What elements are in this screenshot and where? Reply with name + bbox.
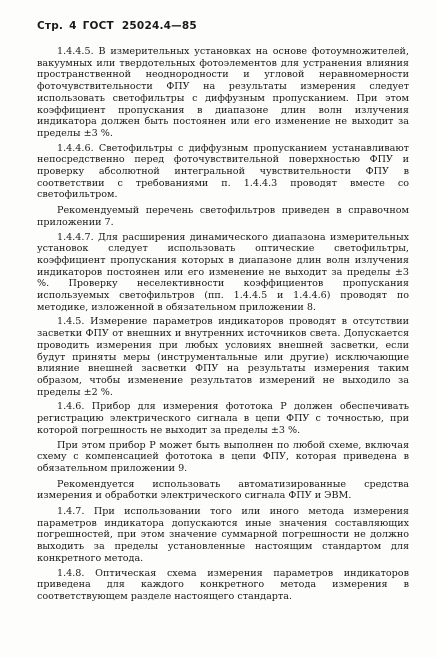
paragraph-1-4-4-6: 1.4.4.6. Светофильтры с диффузным пропусканием устанавливают непосредственно перед фоточувствительной поверхностью ФПУ и проверку абсолютной интегральной чувствительности ФПУ в соответствии с требованиями п. 1.4.4.3 проводят вместе со светофильтром.: [37, 142, 409, 201]
page-number: 4: [69, 20, 77, 32]
paragraph-device-p-scheme: При этом прибор P может быть выполнен по любой схеме, включая схему с компенсацией фототока в цепи ФПУ, которая приведена в обязательном приложении 9.: [37, 439, 409, 474]
paragraph-automation-recommendation: Рекомендуется использовать автоматизированные средства измерения и обработки электрического сигнала ФПУ и ЭВМ.: [37, 478, 409, 502]
paragraph-1-4-8: 1.4.8. Оптическая схема измерения параметров индикаторов приведена для каждого конкретного метода измерения в соответствующем разделе настоящего стандарта.: [37, 567, 409, 602]
paragraph-1-4-5: 1.4.5. Измерение параметров индикаторов проводят в отсутствии засветки ФПУ от внешних и внутренних источников света. Допускается проводить измерения при любых условиях внешней засветки, если будут приняты меры (инструментальные или другие) исключающие влияние внешней засветки ФПУ на результаты измерения таким образом, чтобы изменение результатов измерений не выходило за пределы ±2 %.: [37, 316, 409, 398]
document-body: [37, 46, 409, 606]
paragraph-1-4-4-7: 1.4.4.7. Для расширения динамического диапазона измерительных установок следует использовать оптические светофильтры, коэффициент пропускания которых в диапазоне длин волн излучения индикаторов постоянен или его изменение не выходит за пределы ±3 %. Проверку неселективности коэффициентов пропускания используемых светофильтров (пп. 1.4.4.5 и 1.4.4.6) проводят по методике, изложенной в обязательном приложении 8.: [37, 231, 409, 313]
paragraph-1-4-7: 1.4.7. При использовании того или иного метода измерения параметров индикатора допускаются иные значения составляющих погрешностей, при этом значение суммарной погрешности не должно выходить за пределы установленные настоящим стандартом для конкретного метода.: [37, 506, 409, 564]
paragraph-recommended-filters: Рекомендуемый перечень светофильтров приведен в справочном приложении 7.: [37, 205, 409, 228]
standard-number: 25024.4—85: [121, 20, 197, 32]
page-label: Стр.: [37, 20, 64, 32]
page-header: [37, 20, 203, 32]
paragraph-1-4-4-5: 1.4.4.5. В измерительных установках на основе фотоумножителей, вакуумных или твердотельных фотоэлементов для устранения влияния пространственной неоднородности и угловой неравномерности фоточувствительности ФПУ на результаты измерения следует использовать светофильтры с диффузным пропусканием. При этом коэффициент пропускания в диапазоне длин волн излучения индикатора должен быть постоянен или его изменение не выходит за пределы ±3 %.: [37, 46, 409, 139]
paragraph-1-4-6: 1.4.6. Прибор для измерения фототока P должен обеспечивать регистрацию электрического сигнала в цепи ФПУ с точностью, при которой погрешность не выходит за пределы ±3 %.: [37, 401, 409, 436]
gost-label: ГОСТ: [82, 20, 114, 32]
